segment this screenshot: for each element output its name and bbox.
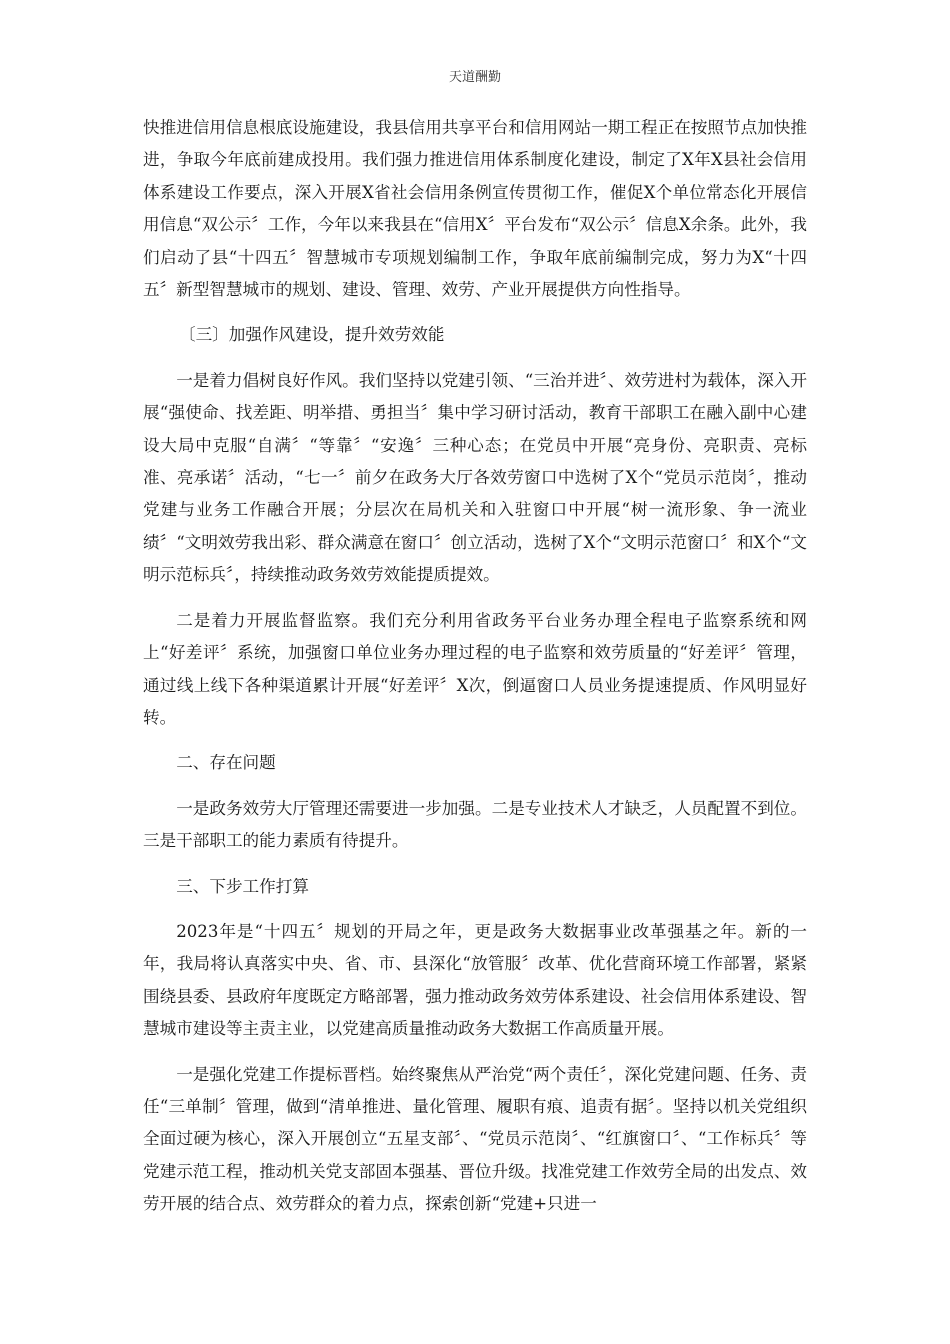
- page-header: 天道酬勤: [448, 70, 501, 85]
- paragraph-work-style: 一是着力倡树良好作风。我们坚持以党建引领、“三治并进〞、效劳进村为载体，深入开展“强使命、找差距、明举措、勇担当〞集中学习研讨活动，教育干部职工在融入副中心建设大局中克服“自满〞“等靠〞“安逸〞三种心态；在党员中开展“亮身份、亮职责、亮标准、亮承诺〞活动，“七一〞前夕在政务大厅各效劳窗口中选树了X个“党员示范岗〞，推动党建与业务工作融合开展；分层次在局机关和入驻窗口中开展“树一流形象、争一流业绩〞“文明效劳我出彩、群众满意在窗口〞创立活动，选树了X个“文明示范窗口〞和X个“文明示范标兵〞，持续推动政务效劳效能提质提效。: [143, 370, 807, 585]
- section-heading-next-steps: 三、下步工作打算: [176, 876, 309, 896]
- section-heading-work-style: 〔三〕加强作风建设，提升效劳效能: [179, 325, 445, 345]
- paragraph-credit-system: 快推进信用信息根底设施建设，我县信用共享平台和信用网站一期工程正在按照节点加快推进，争取今年底前建成投用。我们强力推进信用体系制度化建设，制定了X年X县社会信用体系建设工作要点，深入开展X省社会信用条例宣传贯彻工作，催促X个单位常态化开展信用信息“双公示〞工作，今年以来我县在“信用X〞平台发布“双公示〞信息X余条。此外，我们启动了县“十四五〞智慧城市专项规划编制工作，争取年底前编制完成，努力为X“十四五〞新型智慧城市的规划、建设、管理、效劳、产业开展提供方向性指导。: [143, 118, 807, 300]
- paragraph-next-year: 2023年是“十四五〞规划的开局之年，更是政务大数据事业改革强基之年。新的一年，我局将认真落实中央、省、市、县深化“放管服〞改革、优化营商环境工作部署，紧紧围绕县委、县政府年度既定方略部署，强力推动政务效劳体系建设、社会信用体系建设、智慧城市建设等主责主业，以党建高质量推动政务大数据工作高质量开展。: [143, 921, 807, 1039]
- section-heading-problems: 二、存在问题: [176, 753, 276, 773]
- document-body: [143, 112, 807, 1234]
- paragraph-party-building: 一是强化党建工作提标晋档。始终聚焦从严治党“两个责任〞，深化党建问题、任务、责任“三单制〞管理，做到“清单推进、量化管理、履职有痕、追责有据〞。坚持以机关党组织全面过硬为核心，深入开展创立“五星支部〞、“党员示范岗〞、“红旗窗口〞、“工作标兵〞等党建示范工程，推动机关党支部固本强基、晋位升级。找准党建工作效劳全局的出发点、效劳开展的结合点、效劳群众的着力点，探索创新“党建+只进一: [143, 1064, 807, 1214]
- paragraph-supervision: 二是着力开展监督监察。我们充分利用省政务平台业务办理全程电子监察系统和网上“好差评〞系统，加强窗口单位业务办理过程的电子监察和效劳质量的“好差评〞管理，通过线上线下各种渠道累计开展“好差评〞X次，倒逼窗口人员业务提速提质、作风明显好转。: [143, 610, 807, 727]
- paragraph-problems: 一是政务效劳大厅管理还需要进一步加强。二是专业技术人才缺乏，人员配置不到位。三是干部职工的能力素质有待提升。: [143, 798, 807, 851]
